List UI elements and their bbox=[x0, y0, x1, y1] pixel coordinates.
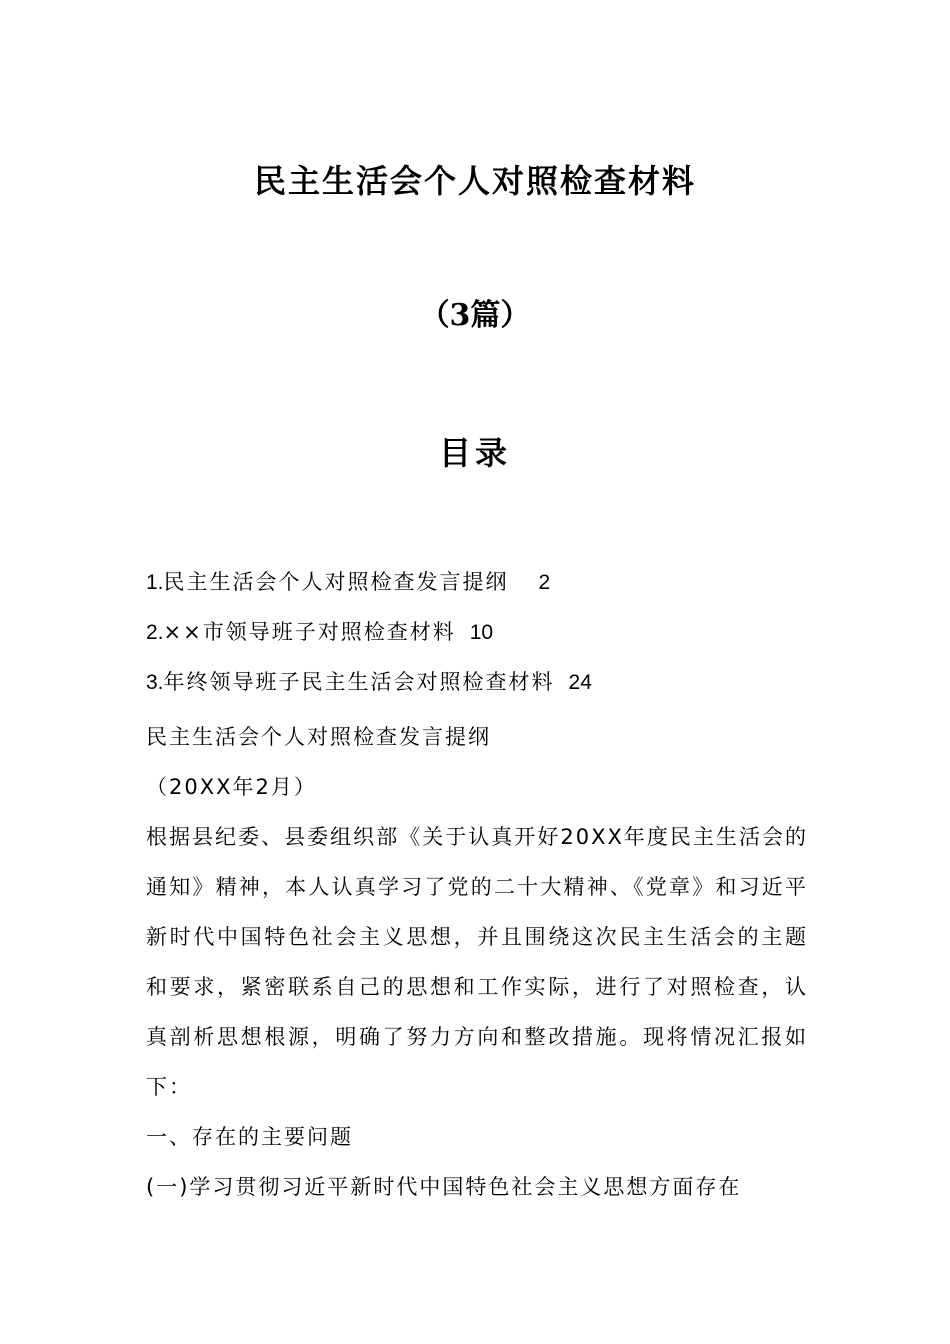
toc-item-number: 2. bbox=[146, 621, 164, 644]
toc-item[interactable] bbox=[146, 614, 816, 664]
toc-heading: 目录 bbox=[438, 434, 511, 472]
section-title: 民主生活会个人对照检查发言提纲 bbox=[146, 725, 491, 749]
document-title: 民主生活会个人对照检查材料 bbox=[253, 162, 696, 200]
toc-item[interactable] bbox=[146, 664, 816, 714]
toc-item-page: 24 bbox=[568, 671, 592, 694]
toc-item-text: 民主生活会个人对照检查发言提纲 bbox=[163, 570, 509, 594]
toc-item[interactable] bbox=[146, 564, 816, 614]
toc-item-number: 1. bbox=[146, 571, 164, 594]
toc-item-page: 2 bbox=[538, 571, 551, 594]
toc-item-page: 10 bbox=[469, 621, 494, 644]
document-subtitle: （3篇） bbox=[419, 298, 531, 333]
table-of-contents bbox=[146, 564, 816, 714]
toc-item-text: ××市领导班子对照检查材料 bbox=[163, 620, 456, 644]
toc-item-text: 年终领导班子民主生活会对照检查材料 bbox=[163, 670, 555, 694]
document-body bbox=[146, 712, 808, 1212]
heading-1: 一、存在的主要问题 bbox=[146, 1125, 353, 1149]
date-line: （20XX年2月） bbox=[146, 775, 317, 799]
subheading-1: (一)学习贯彻习近平新时代中国特色社会主义思想方面存在 bbox=[146, 1175, 742, 1199]
toc-item-number: 3. bbox=[146, 671, 164, 694]
intro-paragraph: 根据县纪委、县委组织部《关于认真开好20XX年度民主生活会的通知》精神，本人认真学习了党的二十大精神、《党章》和习近平新时代中国特色社会主义思想，并且围绕这次民主生活会的主题和要求，紧密联系自己的思想和工作实际，进行了对照检查，认真剖析思想根源，明确了努力方向和整改措施。现将情况汇报如下： bbox=[146, 825, 808, 1099]
